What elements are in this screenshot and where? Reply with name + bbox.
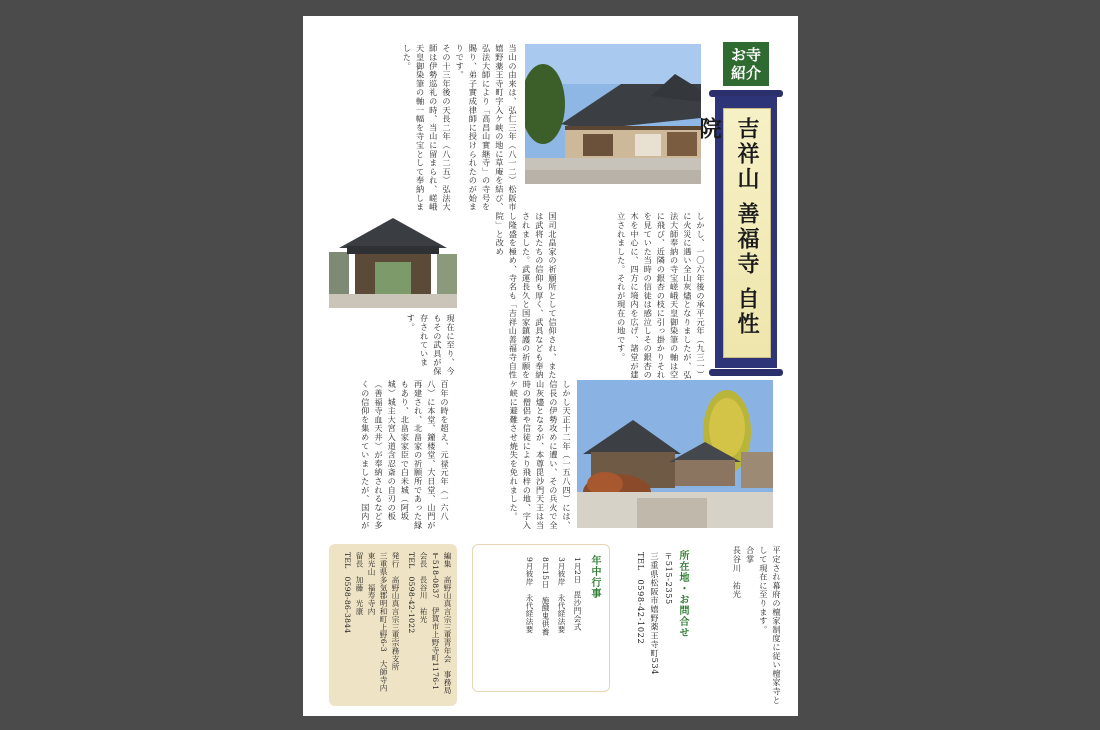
title-temple: 善福寺 — [734, 202, 760, 277]
scroll-mount — [696, 96, 777, 368]
editor-line2: 〒518-0837 伊賀市上野寺町1176-1 — [431, 552, 440, 691]
editor-line1: 編集 高野山真言宗三重青年会 事務局 — [443, 552, 452, 695]
location-address: 三重県松阪市嬉野薬王寺町534 — [650, 552, 660, 676]
temple-intro-badge — [723, 42, 769, 86]
editor-line9: TEL 0598-86-3844 — [343, 552, 352, 634]
event-item-1: 1月2日 毘沙門会式 — [573, 557, 582, 631]
scroll-bottom-rod — [709, 369, 783, 376]
temple-title — [696, 117, 766, 351]
events-heading: 年中行事 — [589, 555, 600, 599]
editor-line5: 発行 高野山真言宗三重宗務支所 — [391, 552, 400, 671]
temple-main-hall-photo — [525, 44, 701, 184]
history-text-block2: しかし、一〇六年後の承平元年（九三一）に火災に遇い全山灰燼となりましたが、弘法大師奉納の寺宝嵯峨天皇御染筆の軸は空に飛び、近隣の銀杏の枝に引っ掛かりそれを見ていた当時の信徒は感泣しその銀杏の木を中心に、四方に境内を広げ、諸堂が建立されました。それが現在の地です。 — [616, 212, 706, 380]
history-text-block5: しかし天正十二年（一五八四）には、信長の伊勢攻めに遭い、その兵火で全山灰燼となるが、本尊毘沙門天王は当時の僧侶や信徒により飛梓の地、字入ケ峡に避難させ焼失を免れました。 — [509, 380, 572, 530]
scroll-paper — [696, 108, 771, 358]
badge-line1: お寺 — [730, 46, 761, 64]
event-item-3: 8月15日 施餓鬼供養 — [541, 557, 550, 636]
annual-events-box — [472, 544, 610, 692]
editor-info-box — [329, 544, 457, 706]
editor-line8: 留長 加藤 光康 — [355, 552, 364, 616]
event-item-4: 9月彼岸 永代経法要 — [525, 557, 534, 634]
title-mountain: 吉祥山 — [734, 117, 760, 192]
title-subtemple: 自性院 — [696, 117, 760, 337]
hanging-scroll-title — [696, 90, 783, 376]
history-text-block1: 当山の由来は、弘仁三年（八一二）松阪市嬉野薬王寺町字入ケ峡の地に草庵を結び、弘法大師により「高昌山實継寺」の寺号を賜り、弟子實成律師に授けられたのが始まりです。 その十三年後の天長二年（八二五）弘法大師は伊勢巡礼の時、当山に留まられ、嵯峨天皇御染筆の軸一幅を寺宝として奉納しました。 — [402, 44, 518, 212]
temple-ginkgo-photo — [577, 380, 773, 528]
editor-line7: 東光山 福寿寺内 — [367, 552, 376, 616]
history-text-block4: 現在に至り、今もその武具が保存されています。 — [406, 314, 456, 376]
event-item-2: 3月彼岸 永代経法要 — [557, 557, 566, 634]
location-heading: 所在地・お問合せ — [677, 550, 688, 638]
location-postal: 〒515-2355 — [664, 552, 674, 605]
history-text-block3: 国司北畠家の祈願所として信仰され、または武将たちの信仰も厚く、武具なども奉納されました。武運長久と国家鎮護の祈願をし隆盛を極め、寺名も「吉祥山善福寺自性院」と改め — [495, 212, 558, 380]
history-text-block6: 百年の時を超え、元禄元年（一六八八）に本堂、鐘楼堂、大日堂、山門が再建され、北畠家の祈願所であった縁もあり、北畠家家臣で白米城（阿坂城）城主大宮入道含忍斎の自刃の板（善福寺血天井）が奉納されるなど多くの信仰を集めていましたが、国内が — [360, 380, 450, 530]
temple-gate-photo — [329, 212, 457, 308]
brochure-page — [303, 16, 798, 716]
closing-text: 平定され幕府の檀家制度に従い檀家寺として現在に至ります。 合掌 長谷川 祐光 — [732, 546, 782, 705]
editor-line4: TEL 0598-42-1022 — [407, 552, 416, 634]
editor-line3: 会長 長谷川 祐光 — [419, 552, 428, 624]
badge-line2: 紹介 — [730, 64, 761, 82]
editor-line6: 三重県多気郡明和町上野6-3 大師寺内 — [379, 552, 388, 692]
location-tel: TEL 0598-42-1022 — [636, 552, 646, 645]
